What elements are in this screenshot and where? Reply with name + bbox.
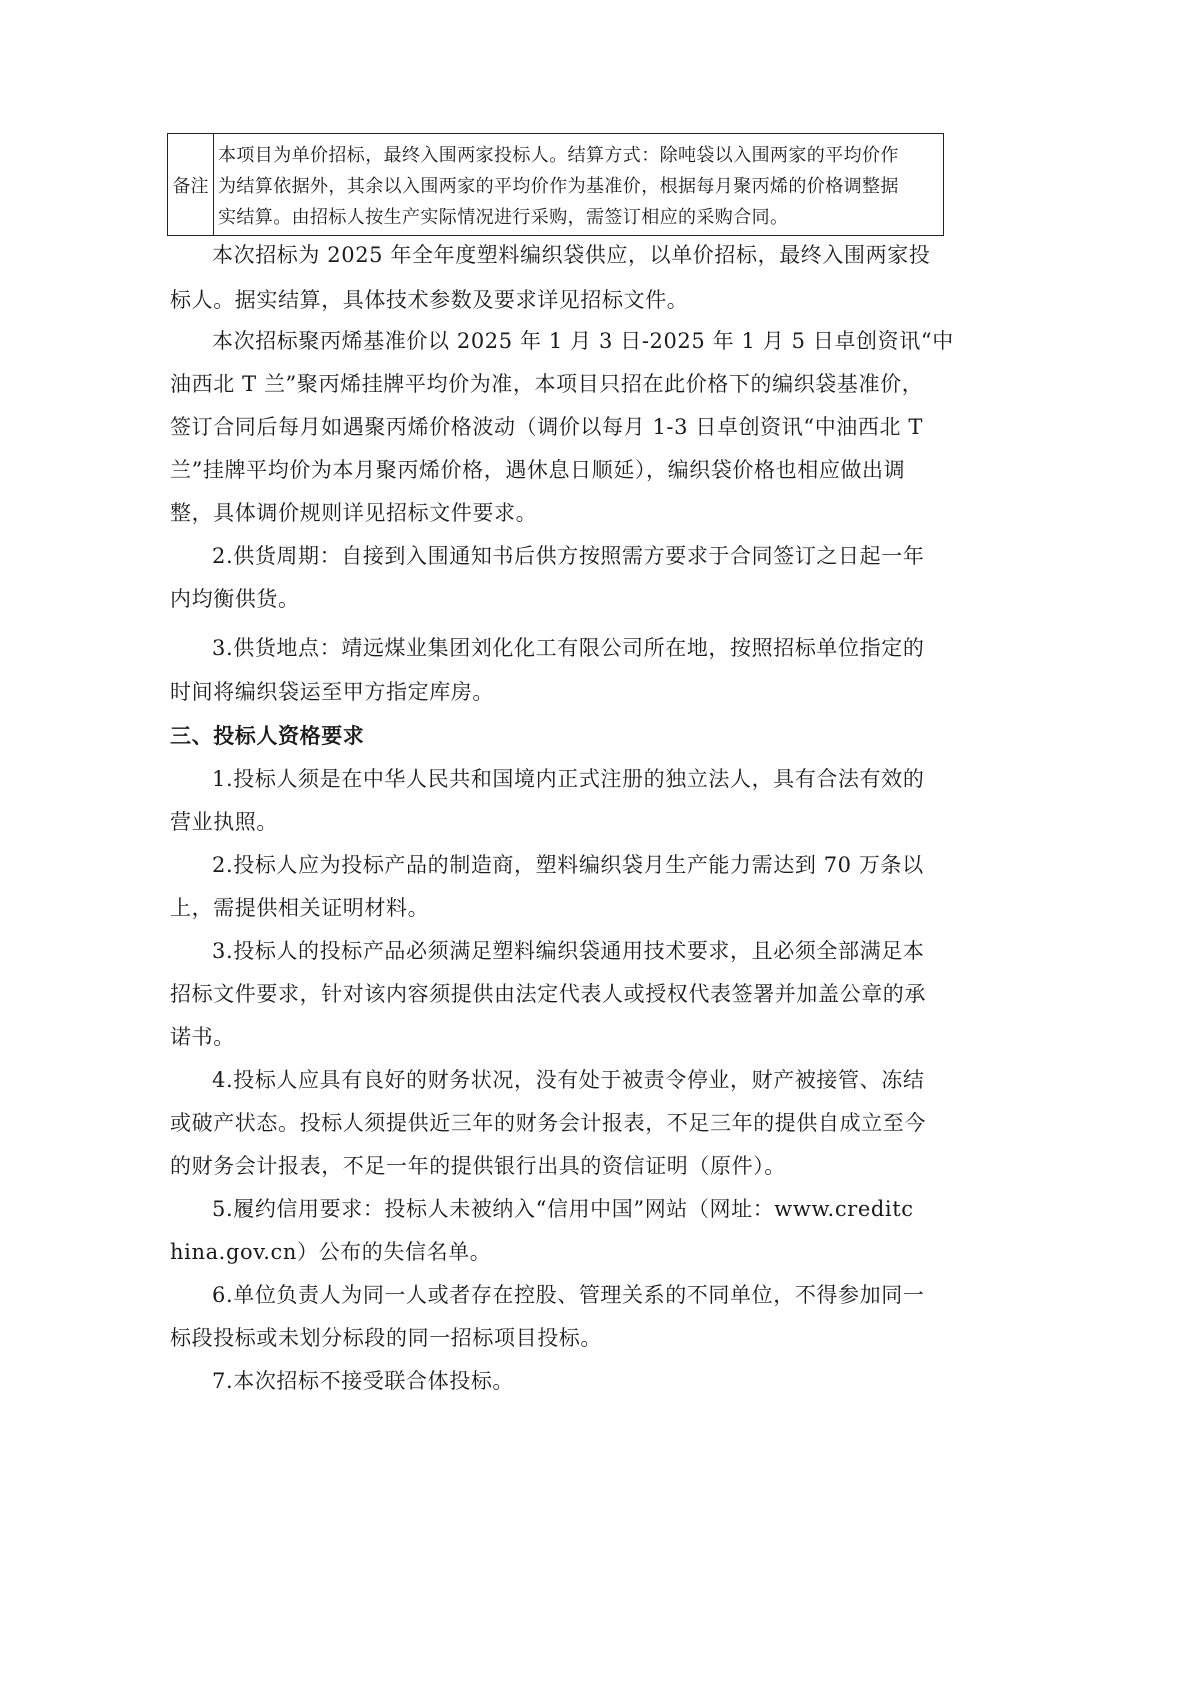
paragraph-line: 本次招标聚丙烯基准价以 2025 年 1 月 3 日-2025 年 1 月 5 日卓创资讯“中 [212,329,954,353]
requirement-line: 5.履约信用要求：投标人未被纳入“信用中国”网站（网址：www.creditc [212,1197,914,1221]
requirement-line: 营业执照。 [170,810,278,834]
remarks-table [167,133,944,236]
remarks-line: 为结算依据外，其余以入围两家的平均价作为基准价，根据每月聚丙烯的价格调整据 [218,176,899,197]
paragraph-line: 内均衡供货。 [170,587,300,611]
requirement-line: 招标文件要求，针对该内容须提供由法定代表人或授权代表签署并加盖公章的承 [170,982,926,1006]
requirement-line: hina.gov.cn）公布的失信名单。 [170,1240,492,1264]
paragraph-line: 整，具体调价规则详见招标文件要求。 [170,501,538,525]
paragraph-line: 油西北 T 兰”聚丙烯挂牌平均价为准，本项目只招在此价格下的编织袋基准价， [170,372,924,396]
requirement-line: 或破产状态。投标人须提供近三年的财务会计报表，不足三年的提供自成立至今 [170,1111,926,1135]
remarks-text [214,134,943,235]
paragraph-line: 本次招标为 2025 年全年度塑料编织袋供应，以单价招标，最终入围两家投 [212,243,931,267]
remarks-label: 备注 [168,134,214,235]
paragraph-line: 3.供货地点：靖远煤业集团刘化化工有限公司所在地，按照招标单位指定的 [212,636,925,660]
requirement-line: 4.投标人应具有良好的财务状况，没有处于被责令停业，财产被接管、冻结 [212,1068,925,1092]
remarks-line: 本项目为单价招标，最终入围两家投标人。结算方式：除吨袋以入围两家的平均价作 [218,145,899,166]
section-heading: 三、投标人资格要求 [170,724,365,748]
requirement-line: 标段投标或未划分标段的同一招标项目投标。 [170,1326,602,1350]
paragraph-line: 兰”挂牌平均价为本月聚丙烯价格，遇休息日顺延），编织袋价格也相应做出调 [170,458,906,482]
requirement-line: 2.投标人应为投标产品的制造商，塑料编织袋月生产能力需达到 70 万条以 [212,853,924,877]
requirement-line: 上，需提供相关证明材料。 [170,896,430,920]
paragraph-line: 2.供货周期：自接到入围通知书后供方按照需方要求于合同签订之日起一年 [212,544,925,568]
requirement-line: 诺书。 [170,1025,235,1049]
remarks-line: 实结算。由招标人按生产实际情况进行采购，需签订相应的采购合同。 [218,207,789,228]
requirement-line: 7.本次招标不接受联合体投标。 [212,1369,515,1393]
requirement-line: 3.投标人的投标产品必须满足塑料编织袋通用技术要求，且必须全部满足本 [212,939,925,963]
requirement-line: 1.投标人须是在中华人民共和国境内正式注册的独立法人，具有合法有效的 [212,767,925,791]
paragraph-line: 签订合同后每月如遇聚丙烯价格波动（调价以每月 1-3 日卓创资讯“中油西北 T [170,415,923,439]
requirement-line: 的财务会计报表，不足一年的提供银行出具的资信证明（原件）。 [170,1154,786,1178]
paragraph-line: 时间将编织袋运至甲方指定库房。 [170,680,494,704]
paragraph-line: 标人。据实结算，具体技术参数及要求详见招标文件。 [170,288,689,312]
requirement-line: 6.单位负责人为同一人或者存在控股、管理关系的不同单位，不得参加同一 [212,1283,925,1307]
